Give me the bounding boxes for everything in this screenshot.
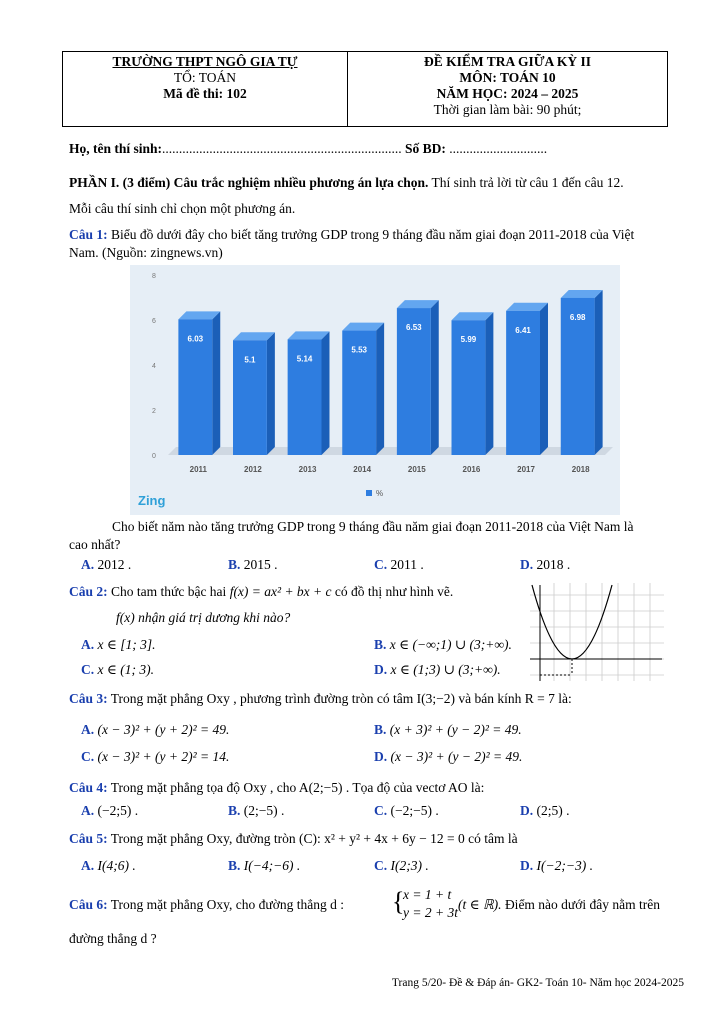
q2-label: Câu 2: <box>69 584 108 599</box>
y-tick-label: 0 <box>152 453 156 460</box>
data-label: 6.53 <box>406 323 422 333</box>
bar-side <box>212 311 220 455</box>
exam-code: Mã đề thi: 102 <box>163 86 247 101</box>
exam-header <box>62 51 668 127</box>
q6-label: Câu 6: <box>69 897 108 912</box>
x-tick-label: 2018 <box>571 465 590 474</box>
data-label: 5.99 <box>460 335 477 345</box>
q2-text2: f(x) nhận giá trị dương khi nào? <box>116 610 291 625</box>
data-label: 5.1 <box>244 355 256 365</box>
data-label: 5.14 <box>296 354 313 364</box>
q1-line1 <box>69 227 634 243</box>
system-brace: { <box>392 887 405 916</box>
parabola-curve <box>532 585 612 659</box>
y-tick-label: 4 <box>152 363 156 370</box>
sbd-dots: ............................. <box>449 141 548 156</box>
q5-option-c[interactable]: C. I(2;3) . <box>374 858 429 873</box>
page-footer: Trang 5/20- Đề & Đáp án- GK2- Toán 10- Năm học 2024-2025 <box>391 977 684 989</box>
q5-option-b[interactable]: B. I(−4;−6) . <box>228 858 301 873</box>
q2-option-a[interactable]: A. x ∈ [1; 3]. <box>81 637 156 652</box>
q5-line: Câu 5: Trong mặt phẳng Oxy, đường tròn (C): x² + y² + 4x + 6y − 12 = 0 có tâm là <box>69 831 518 846</box>
x-tick-label: 2011 <box>189 465 207 474</box>
q5-label: Câu 5: <box>69 831 108 846</box>
name-dots: ....................................................................... <box>162 141 402 156</box>
q1-prompt2: cao nhất? <box>69 537 121 552</box>
q4-line: Câu 4: Trong mặt phẳng tọa độ Oxy , cho A(2;−5) . Tọa độ của vectơ AO là: <box>69 780 485 795</box>
legend-swatch <box>366 490 372 496</box>
data-label: 6.41 <box>515 325 531 335</box>
q3-option-b[interactable]: B. (x + 3)² + (y − 2)² = 49. <box>374 722 522 737</box>
school-name: TRƯỜNG THPT NGÔ GIA TỰ <box>112 54 298 69</box>
q5-option-d[interactable]: D. I(−2;−3) . <box>520 858 593 873</box>
gdp-chart <box>130 265 620 515</box>
school-info <box>63 52 348 126</box>
part1-title: PHẦN I. (3 điểm) Câu trắc nghiệm nhiều phương án lựa chọn. <box>69 175 429 190</box>
bar-side <box>431 300 439 455</box>
group-name: TỔ: TOÁN <box>173 70 237 85</box>
part1-line <box>69 175 624 191</box>
q4-option-c[interactable]: C. (−2;−5) . <box>374 803 439 818</box>
q6-system: x = 1 + t y = 2 + 3t <box>403 887 458 920</box>
q4-option-b[interactable]: B. (2;−5) . <box>228 803 285 818</box>
data-label: 6.98 <box>569 312 586 322</box>
q4-option-d[interactable]: D. (2;5) . <box>520 803 570 818</box>
part1-text: Thí sinh trả lời từ câu 1 đến câu 12. <box>428 175 624 190</box>
q3-line: Câu 3: Trong mặt phẳng Oxy , phương trình đường tròn có tâm I(3;−2) và bán kính R = 7 là: <box>69 691 572 706</box>
school-year: NĂM HỌC: 2024 – 2025 <box>436 86 579 101</box>
q1-text1: Biểu đồ dưới đây cho biết tăng trưởng GDP trong 9 tháng đầu năm giai đoạn 2011-2018 của Việt <box>107 227 635 242</box>
bar-side <box>595 290 603 455</box>
x-tick-label: 2012 <box>244 465 262 474</box>
q1-option-b[interactable]: B. 2015 . <box>228 557 278 572</box>
q3-label: Câu 3: <box>69 691 108 706</box>
x-tick-label: 2016 <box>462 465 481 474</box>
y-tick-label: 8 <box>152 273 156 280</box>
q1-option-a[interactable]: A. 2012 . <box>81 557 132 572</box>
q3-option-c[interactable]: C. (x − 3)² + (y + 2)² = 14. <box>81 749 230 764</box>
student-line <box>69 141 547 157</box>
duration: Thời gian làm bài: 90 phút; <box>433 102 582 117</box>
name-label: Họ, tên thí sinh: <box>69 141 163 156</box>
bar-side <box>321 331 329 455</box>
q1-option-c[interactable]: C. 2011 . <box>374 557 424 572</box>
x-tick-label: 2013 <box>298 465 317 474</box>
q1-label: Câu 1: <box>69 227 108 242</box>
subject: MÔN: TOÁN 10 <box>459 70 556 85</box>
q2-option-c[interactable]: C. x ∈ (1; 3). <box>81 662 154 677</box>
x-tick-label: 2017 <box>517 465 535 474</box>
legend-label: % <box>376 489 384 498</box>
q3-option-d[interactable]: D. (x − 3)² + (y − 2)² = 49. <box>374 749 523 764</box>
exam-info <box>348 52 667 126</box>
parabola-graph <box>530 583 664 681</box>
bar-side <box>540 303 548 455</box>
q1-prompt1: Cho biết năm nào tăng trưởng GDP trong 9 tháng đầu năm giai đoạn 2011-2018 của Việt Nam là <box>112 519 634 534</box>
x-tick-label: 2014 <box>353 465 372 474</box>
bar-side <box>267 332 275 455</box>
q6-text2: đường thẳng d ? <box>69 931 157 946</box>
x-tick-label: 2015 <box>407 465 426 474</box>
q6-line1: Câu 6: Trong mặt phẳng Oxy, cho đường thẳng d : <box>69 897 344 912</box>
q2-line1: Câu 2: Cho tam thức bậc hai f(x) = ax² + bx + c có đồ thị như hình vẽ. <box>69 584 454 599</box>
q4-option-a[interactable]: A. (−2;5) . <box>81 803 139 818</box>
part1-text2: Mỗi câu thí sinh chỉ chọn một phương án. <box>69 201 296 216</box>
q1-text2: Nam. (Nguồn: zingnews.vn) <box>69 245 223 260</box>
q2-option-d[interactable]: D. x ∈ (1;3) ∪ (3;+∞). <box>374 662 501 677</box>
gdp-chart-svg <box>130 265 620 515</box>
q3-option-a[interactable]: A. (x − 3)² + (y + 2)² = 49. <box>81 722 230 737</box>
bar-side <box>485 312 493 455</box>
q1-option-d[interactable]: D. 2018 . <box>520 557 571 572</box>
data-label: 6.03 <box>187 334 204 344</box>
sbd-label: Số BD: <box>405 141 446 156</box>
y-tick-label: 2 <box>152 408 156 415</box>
brand-logo: Zing <box>138 493 166 508</box>
q5-option-a[interactable]: A. I(4;6) . <box>81 858 136 873</box>
q2-option-b[interactable]: B. x ∈ (−∞;1) ∪ (3;+∞). <box>374 637 512 652</box>
q6-line1-end: (t ∈ ℝ). Điểm nào dưới đây nằm trên <box>458 897 660 912</box>
exam-title: ĐỀ KIỂM TRA GIỮA KỲ II <box>424 54 591 69</box>
bar-side <box>376 323 384 455</box>
q2-function: f(x) = ax² + bx + c <box>229 584 332 599</box>
data-label: 5.53 <box>351 345 367 355</box>
y-tick-label: 6 <box>152 318 156 325</box>
q4-label: Câu 4: <box>69 780 108 795</box>
